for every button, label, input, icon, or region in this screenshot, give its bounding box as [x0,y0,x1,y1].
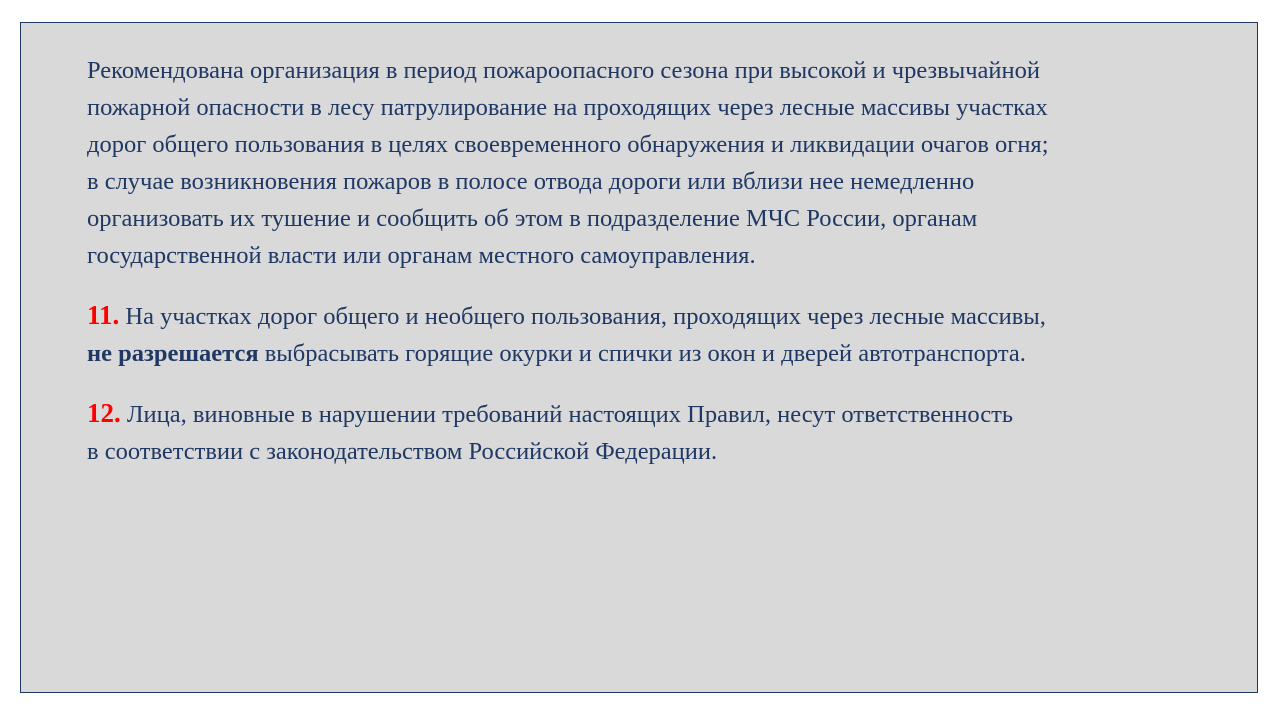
text-line: дорог общего пользования в целях своевременного обнаружения и ликвидации очагов огня; [87,131,1049,158]
text-line [87,335,1202,372]
text-line: Рекомендована организация в период пожароопасного сезона при высокой и чрезвычайной [87,57,1040,84]
text-line [87,395,1202,433]
slide-content [87,52,1202,470]
text-line: государственной власти или органам местного самоуправления. [87,242,756,269]
paragraph-patrol-recommendation [87,52,1202,274]
item-number-12: 12. [87,398,121,428]
item-11-text-continued: выбрасывать горящие окурки и спички из окон и дверей автотранспорта. [258,340,1026,367]
text-line: в соответствии с законодательством Российской Федерации. [87,438,718,465]
item-number-11: 11. [87,300,120,330]
text-line: организовать их тушение и сообщить об этом в подразделение МЧС России, органам [87,205,978,232]
text-line: пожарной опасности в лесу патрулирование на проходящих через лесные массивы участках [87,94,1048,121]
item-11-text: На участках дорог общего и необщего пользования, проходящих через лесные массивы, [119,303,1046,330]
text-line: в случае возникновения пожаров в полосе отвода дороги или вблизи нее немедленно [87,168,975,195]
text-line [87,297,1202,335]
prohibition-emphasis: не разрешается [87,340,259,367]
item-12-text: Лица, виновные в нарушении требований настоящих Правил, несут ответственность [120,401,1014,428]
paragraph-item-12 [87,395,1202,470]
paragraph-item-11 [87,297,1202,372]
slide-panel [20,22,1258,693]
